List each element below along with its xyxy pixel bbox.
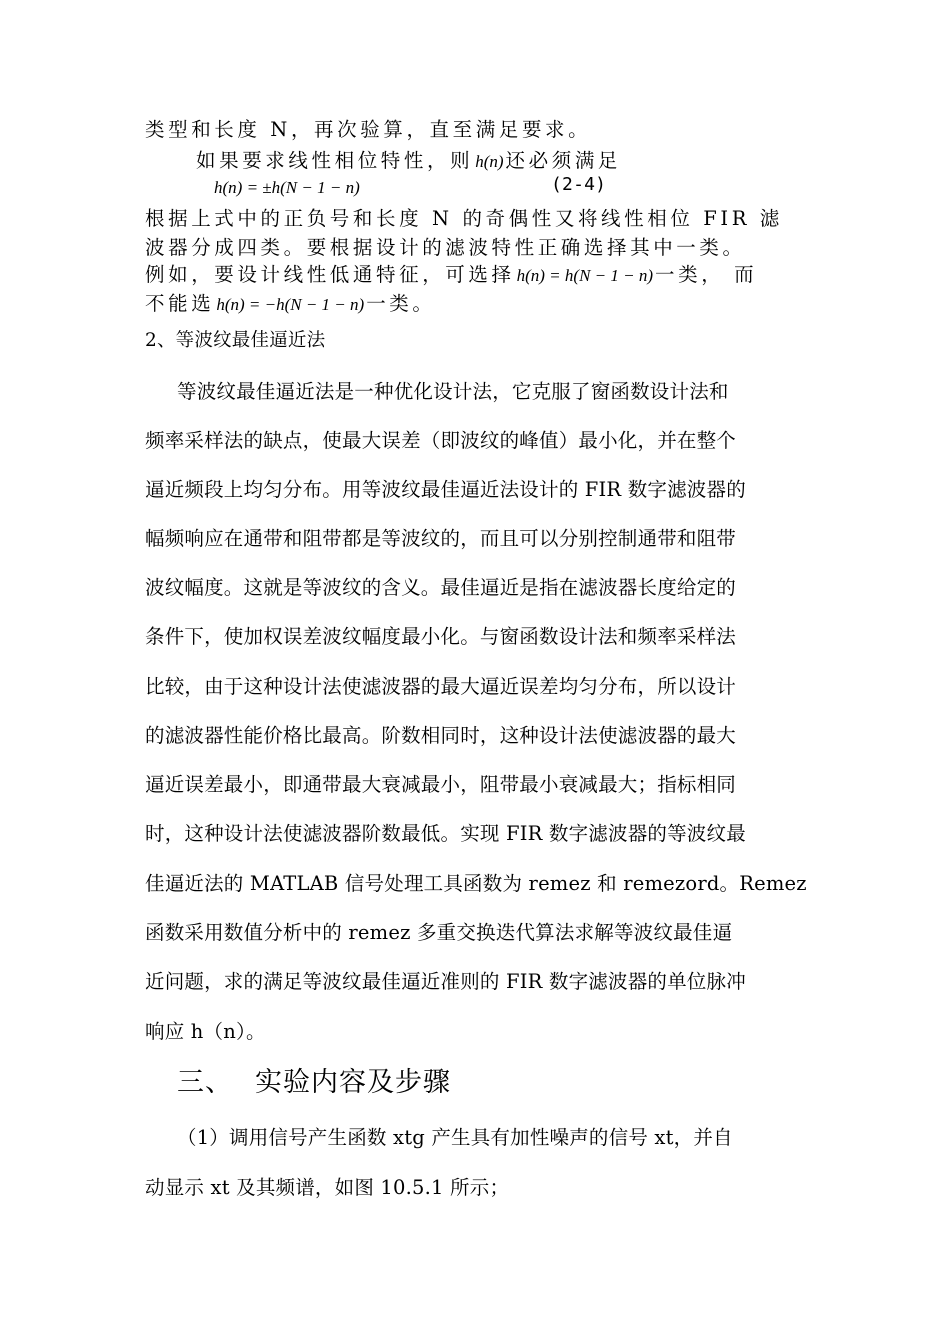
intro-line-7 <box>145 288 436 316</box>
intro-line-2-text: 如果要求线性相位特性，则 <box>196 149 474 172</box>
paragraph-line-9: 逼近误差最小，即通带最大衰减最小，阻带最小衰减最大；指标相同 <box>145 773 737 796</box>
paragraph-line-5: 波纹幅度。这就是等波纹的含义。最佳逼近是指在滤波器长度给定的 <box>145 576 737 599</box>
section-number: 三、 <box>177 1067 233 1098</box>
intro-line-6-text-post: 一类， 而 <box>655 263 758 286</box>
paragraph-line-6: 条件下，使加权误差波纹幅度最小化。与窗函数设计法和频率采样法 <box>145 625 737 648</box>
math-h-n: h(n) <box>475 152 504 171</box>
step-line-1: （1）调用信号产生函数 xtg 产生具有加性噪声的信号 xt，并自 <box>177 1126 733 1149</box>
intro-line-2-text-post: 还必须满足 <box>505 149 622 172</box>
step-line-2: 动显示 xt 及其频谱，如图 10.5.1 所示； <box>145 1176 510 1199</box>
paragraph-line-12: 函数采用数值分析中的 remez 多重交换迭代算法求解等波纹最佳逼 <box>145 921 733 944</box>
section-heading <box>177 1060 451 1099</box>
paragraph-line-10: 时，这种设计法使滤波器阶数最低。实现 FIR 数字滤波器的等波纹最 <box>145 822 746 845</box>
math-h-antisymmetric: h(n) = −h(N − 1 − n) <box>216 295 365 314</box>
paragraph-line-1: 等波纹最佳逼近法是一种优化设计法，它克服了窗函数设计法和 <box>177 380 729 403</box>
intro-line-5: 波器分成四类。要根据设计的滤波特性正确选择其中一类。 <box>145 236 746 259</box>
section-title: 实验内容及步骤 <box>255 1067 451 1098</box>
paragraph-line-4: 幅频响应在通带和阻带都是等波纹的，而且可以分别控制通带和阻带 <box>145 527 737 550</box>
subsection-title: 2、等波纹最佳逼近法 <box>145 330 326 351</box>
intro-line-4: 根据上式中的正负号和长度 N 的奇偶性又将线性相位 FIR 滤 <box>145 207 783 230</box>
intro-line-2 <box>196 145 621 173</box>
intro-line-6 <box>145 259 757 287</box>
intro-line-6-text: 例如，要设计线性低通特征，可选择 <box>145 263 515 286</box>
intro-line-1: 类型和长度 N，再次验算，直至满足要求。 <box>145 118 592 141</box>
intro-line-7-text-post: 一类。 <box>366 292 436 315</box>
equation-2-4: h(n) = ±h(N − 1 − n) <box>214 178 360 197</box>
paragraph-line-14: 响应 h（n）。 <box>145 1020 266 1043</box>
paragraph-line-3: 逼近频段上均匀分布。用等波纹最佳逼近法设计的 FIR 数字滤波器的 <box>145 478 746 501</box>
intro-line-7-text: 不能选 <box>145 292 215 315</box>
paragraph-line-7: 比较，由于这种设计法使滤波器的最大逼近误差均匀分布，所以设计 <box>145 675 737 698</box>
paragraph-line-13: 近问题，求的满足等波纹最佳逼近准则的 FIR 数字滤波器的单位脉冲 <box>145 970 746 993</box>
paragraph-line-11: 佳逼近法的 MATLAB 信号处理工具函数为 remez 和 remezord。Remez <box>145 872 807 895</box>
equation-number: (2-4) <box>551 174 607 195</box>
paragraph-line-2: 频率采样法的缺点，使最大误差（即波纹的峰值）最小化，并在整个 <box>145 429 737 452</box>
paragraph-line-8: 的滤波器性能价格比最高。阶数相同时，这种设计法使滤波器的最大 <box>145 724 737 747</box>
math-h-symmetric: h(n) = h(N − 1 − n) <box>516 266 654 285</box>
